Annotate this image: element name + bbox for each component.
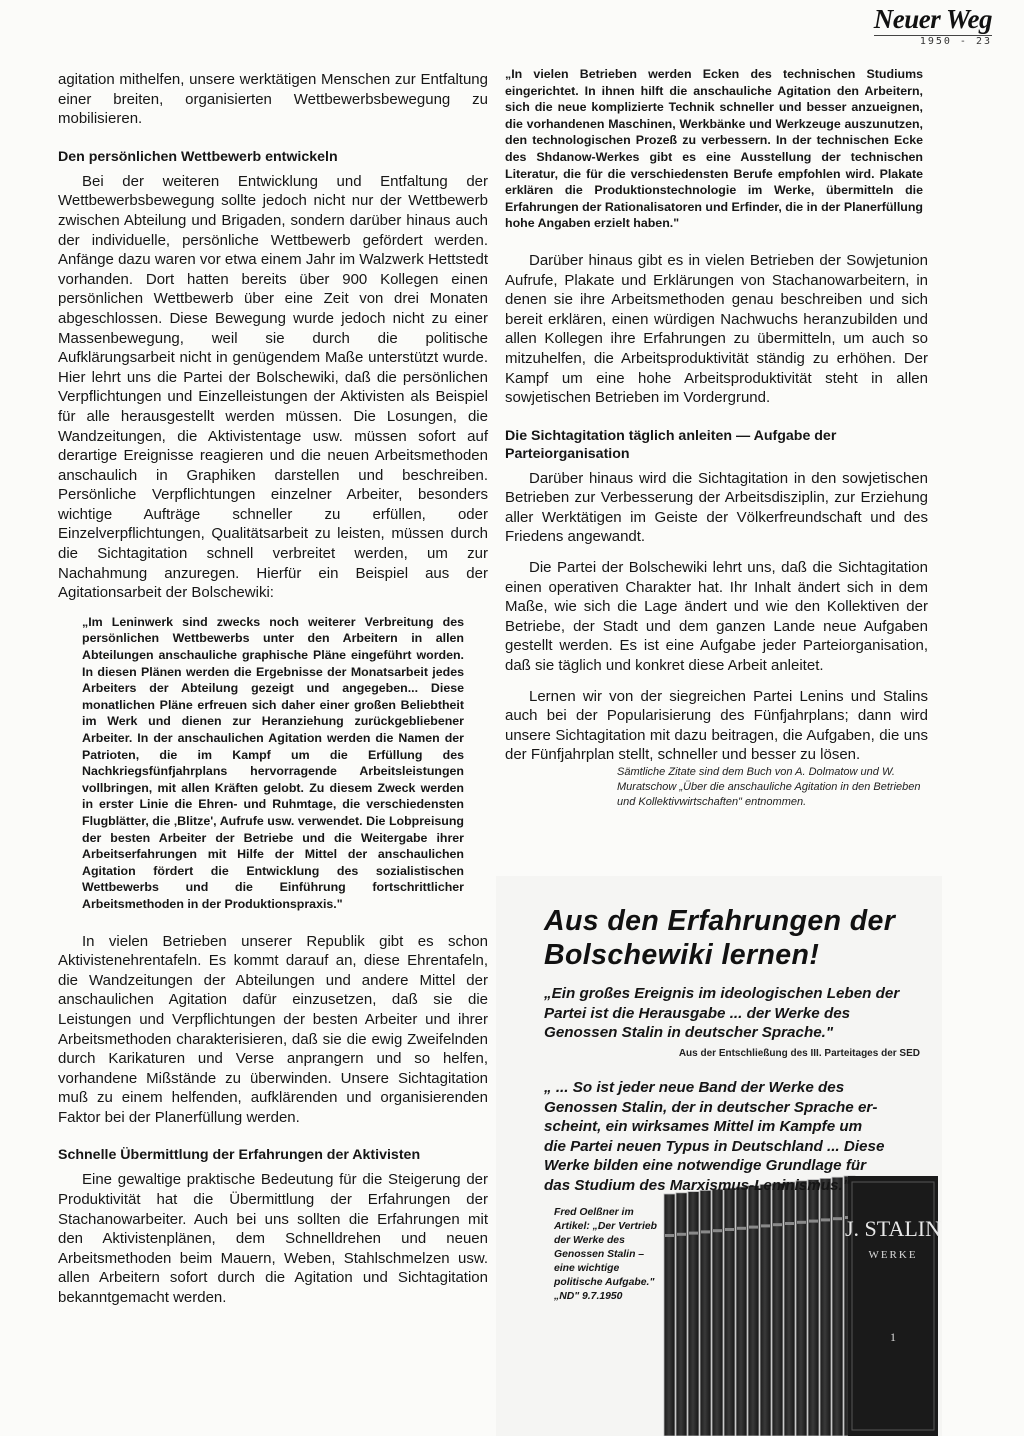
heading-sichtagitation: Die Sichtagitation täglich anleiten — Aufgabe der Parteiorganisation — [505, 427, 837, 462]
book-spine-title: J. STALIN — [844, 1216, 942, 1241]
book-spine-band — [701, 1230, 710, 1233]
book-spine — [724, 1188, 735, 1436]
left-paragraph-1: agitation mithelfen, unsere werktätigen Menschen zur Entfaltung einer breiten, organisierten Wettbewerbsbewegung zu mobilisieren. — [58, 71, 488, 128]
book-volume-number: 1 — [890, 1330, 896, 1344]
book-spine — [808, 1180, 819, 1436]
book-spine — [820, 1178, 831, 1436]
right-paragraph-2: Darüber hinaus wird die Sichtagitation in den sowjetischen Betrieben zur Verbesserung der Arbeitsdisziplin, zur Erziehung aller Werktätigen im Geiste der Völkerfreundschaft und des Friedens angewandt. — [505, 469, 928, 546]
book-spine-band — [761, 1224, 770, 1227]
book-spine-band — [665, 1234, 674, 1237]
book-spine — [796, 1181, 807, 1436]
left-paragraph-4: Eine gewaltige praktische Bedeutung für die Steigerung der Produktivität hat die Übermittlung der Erfahrungen der Stachanowarbeiter. Auch bei uns sollten die Erfahrungen mit den Aktivistenplänen, dem Schnelldrehen und neuen Arbeitsmethoden beim Mauern, Weben, Stahlschmelzen usw. allen Arbeitern sofort durch die Agitation und Sichtagitation bekanntgemacht werden. — [58, 1171, 488, 1307]
right-paragraph-1: Darüber hinaus gibt es in vielen Betrieben der Sowjetunion Aufrufe, Plakate und Erklärungen von Stachanowarbeitern, in denen sie ihre Arbeitsmethoden genau beschreiben und sich bereit erklären, einen würdigen Nachwuchs heranzubilden und allen Kollegen ihre Erfahrungen zu übermitteln, um auch so mitzuhelfen, die Arbeitsproduktivität ständig zu erhöhen. Der Kampf um eine hohe Arbeitsproduktivität steht in allen sowjetischen Betrieben im Vordergrund. — [505, 251, 928, 407]
book-spine — [832, 1177, 843, 1436]
left-column — [58, 70, 488, 1308]
book-spine-band — [689, 1232, 698, 1235]
book-spine — [760, 1184, 771, 1436]
book-spine — [736, 1187, 747, 1436]
book-spine-band — [749, 1226, 758, 1229]
book-spine — [784, 1182, 795, 1436]
left-paragraph-3: In vielen Betrieben unserer Republik gibt es schon Aktivistenehrentafeln. Es kommt darauf an, diese Ehrentafeln, die Wandzeitungen der Abteilungen und andere Mittel der anschaulichen Agitation dafür einzusetzen, daß sie die Leistungen und Verpflichtungen der besten Arbeiter und ihrer Arbeitsmethoden charakterisieren, daß sie die ewig Zweifelnden durch Karikaturen und Verse anprangern und so helfen, vorhandene Mißstände zu überwinden. Unsere Sichtagitation muß zu einem helfenden, aufklärenden und organisierenden Faktor bei der Planerfüllung werden. — [58, 932, 488, 1126]
book-spine-band — [797, 1221, 806, 1224]
ad-caption: Fred Oelßner im Artikel: „Der Vertrieb der Werke des Genossen Stalin – eine wichtige politische Aufgabe." „ND" 9.7.1950 — [554, 1207, 657, 1302]
book-spine — [712, 1189, 723, 1436]
book-spine-band — [809, 1220, 818, 1223]
book-spine — [772, 1183, 783, 1436]
leninwerk-quote: „Im Leninwerk sind zwecks noch weiterer Verbreitung des persönlichen Wettbewerbs unter den Arbeitern in allen Abteilungen anschauliche graphische Pläne eingeführt worden. In diesen Plänen werden die Ergebnisse der Monatsarbeit jedes Arbeiters der Abteilung gezeigt und angegeben... Diese monatlichen Pläne erfreuen sich daher einer großen Beliebtheit im Werk und dienen zur Heranziehung zurückgebliebener Arbeiter. In der anschaulichen Agitation werden die Namen der Patrioten, die im Kampf um die Erfüllung des Nachkriegsfünfjahrplans hervorragende Arbeitsleistungen vollbringen, mit allen Kräften gelobt. Zu diesem Zweck werden in erster Linie die Ehren- und Ruhmtage, die verschiedensten Flugblätter, die ‚Blitze', Aufrufe usw. verwendet. Die Lobpreisung der besten Arbeiter der Betriebe und die Weitergabe ihrer Arbeitserfahrungen mit Hilfe der Mittel der anschaulichen Agitation fördert die Entwicklung des sozialistischen Wettbewerbs und die Einführung fortschrittlicher Arbeitsmethoden in der Produktionspraxis." — [82, 614, 464, 911]
book-spine-band — [821, 1218, 830, 1221]
book-spine — [664, 1194, 675, 1436]
book-spine-band — [773, 1223, 782, 1226]
issue-number: 1950 - 23 — [874, 35, 992, 47]
ad-quote-source: Aus der Entschließung des III. Parteitages der SED — [678, 1048, 920, 1059]
heading-activist-experience: Schnelle Übermittlung der Erfahrungen der Aktivisten — [58, 1147, 421, 1164]
book-spine — [700, 1190, 711, 1436]
left-paragraph-2: Bei der weiteren Entwicklung und Entfaltung der Wettbewerbsbewegung sollte jedoch nicht nur der Wettbewerb zwischen Abteilung und Brigaden, sondern darüber hinaus auch der individuelle, persönliche Wettbewerb gefördert werden. Anfänge dazu waren vor etwa einem Jahr im Walzwerk Hettstedt vorhanden. Dort hatten bereits über 900 Kollegen einen persönlichen Wettbewerb über eine Zeit von drei Monaten abgeschlossen. Diese Bewegung wurde jedoch nicht zu einer Massenbewegung, weil sie durch die politische Aufklärungsarbeit nicht in genügendem Maße unterstützt wurde. Hier lehrt uns die Partei der Bolschewiki, daß die persönlichen Verpflichtungen und Einzelleistungen der Aktivisten als Beispiel für alle herausgestellt werden müssen. Die Losungen, die Wandzeitungen, die Aktivistentage usw. müssen sofort auf derartige Ereignisse reagieren und die neuen Arbeitsmethoden anschaulich in Graphiken darstellen und beschreiben. Persönliche Verpflichtungen einzelner Arbeiter, besonders wichtige Aufträge schneller zu erfüllen, oder Einzelverpflichtungen, Qualitätsarbeit zu leisten, müssen durch die Sichtagitation schnell verbreitet werden, um zur Nachahmung anzuregen. Hierfür ein Beispiel aus der Agitationsarbeit der Bolschewiki: — [58, 172, 488, 602]
book-spine-band — [713, 1229, 722, 1232]
ad-quote-oelssner: „ ... So ist jeder neue Band der Werke des Genossen Stalin, der in deutscher Sprache er- scheint, ein wirksames Mittel im Kampfe um die Partei neuen Typus in Deutschland ... Diese Werke bilden eine notwendige Grundlage für das Studium des Marxismus-Leninismus." — [544, 1079, 885, 1194]
book-spine — [748, 1186, 759, 1436]
masthead-logo: Neuer Weg — [873, 4, 992, 34]
ad-headline: Aus den Erfahrungen der Bolschewiki lernen! — [544, 905, 896, 971]
ad-quote-party-congress: „Ein großes Ereignis im ideologischen Leben der Partei ist die Herausgabe ... der Werke des Genossen Stalin in deutscher Sprache." — [544, 985, 900, 1041]
book-spine-band — [833, 1217, 842, 1220]
book-spine-subtitle: WERKE — [868, 1249, 918, 1261]
book-spine-band — [677, 1233, 686, 1236]
citation-source: Sämtliche Zitate sind dem Buch von A. Dolmatow und W. Muratschow „Über die anschauliche Agitation in den Betrieben und Kollektivwirtschaften" entnommen. — [617, 766, 921, 808]
masthead — [874, 4, 992, 47]
stalin-works-advertisement — [496, 876, 942, 1436]
right-paragraph-3: Die Partei der Bolschewiki lehrt uns, daß die Sichtagitation einen operativen Charakter hat. Ihr Inhalt ändert sich in dem Maße, wie sich die Lage ändert und wie den Kollektiven der Betriebe, der Stadt und dem ganzen Lande neue Aufgaben gestellt werden. Es ist eine Aufgabe jeder Parteiorganisation, daß sie täglich und konkret diese Arbeit anleitet. — [505, 559, 928, 675]
book-spine-band — [725, 1228, 734, 1231]
right-paragraph-4: Lernen wir von der siegreichen Partei Lenins und Stalins auch bei der Popularisierung des Fünfjahrplans; dann wird unsere Sichtagitation mit dazu beitragen, die Aufgaben, die uns der Fünfjahrplan stellt, schneller und besser zu lösen. — [505, 687, 928, 764]
book-spine-band — [785, 1222, 794, 1225]
book-spine-band — [737, 1227, 746, 1230]
right-column — [505, 66, 928, 810]
heading-personal-competition: Den persönlichen Wettbewerb entwickeln — [58, 148, 338, 165]
shdanow-quote: „In vielen Betrieben werden Ecken des technischen Studiums eingerichtet. In ihnen hilft die anschauliche Agitation den Arbeitern, sich die neue komplizierte Technik schneller und besser anzueignen, die vorhandenen Maschinen, Werkbänke und Werkzeuge auszunutzen, den technologischen Prozeß zu verbessern. In der technischen Ecke des Shdanow-Werkes gibt es eine Ausstellung der technischen Literatur, die für die verschiedensten Berufe empfohlen wird. Plakate erklären die Produktionstechnologie im Werke, übermitteln die Erfahrungen der Rationalisatoren und Erfinder, die in der Planerfüllung hohe Angaben erzielt haben." — [505, 67, 923, 231]
book-spine — [688, 1192, 699, 1436]
book-spine — [676, 1193, 687, 1436]
